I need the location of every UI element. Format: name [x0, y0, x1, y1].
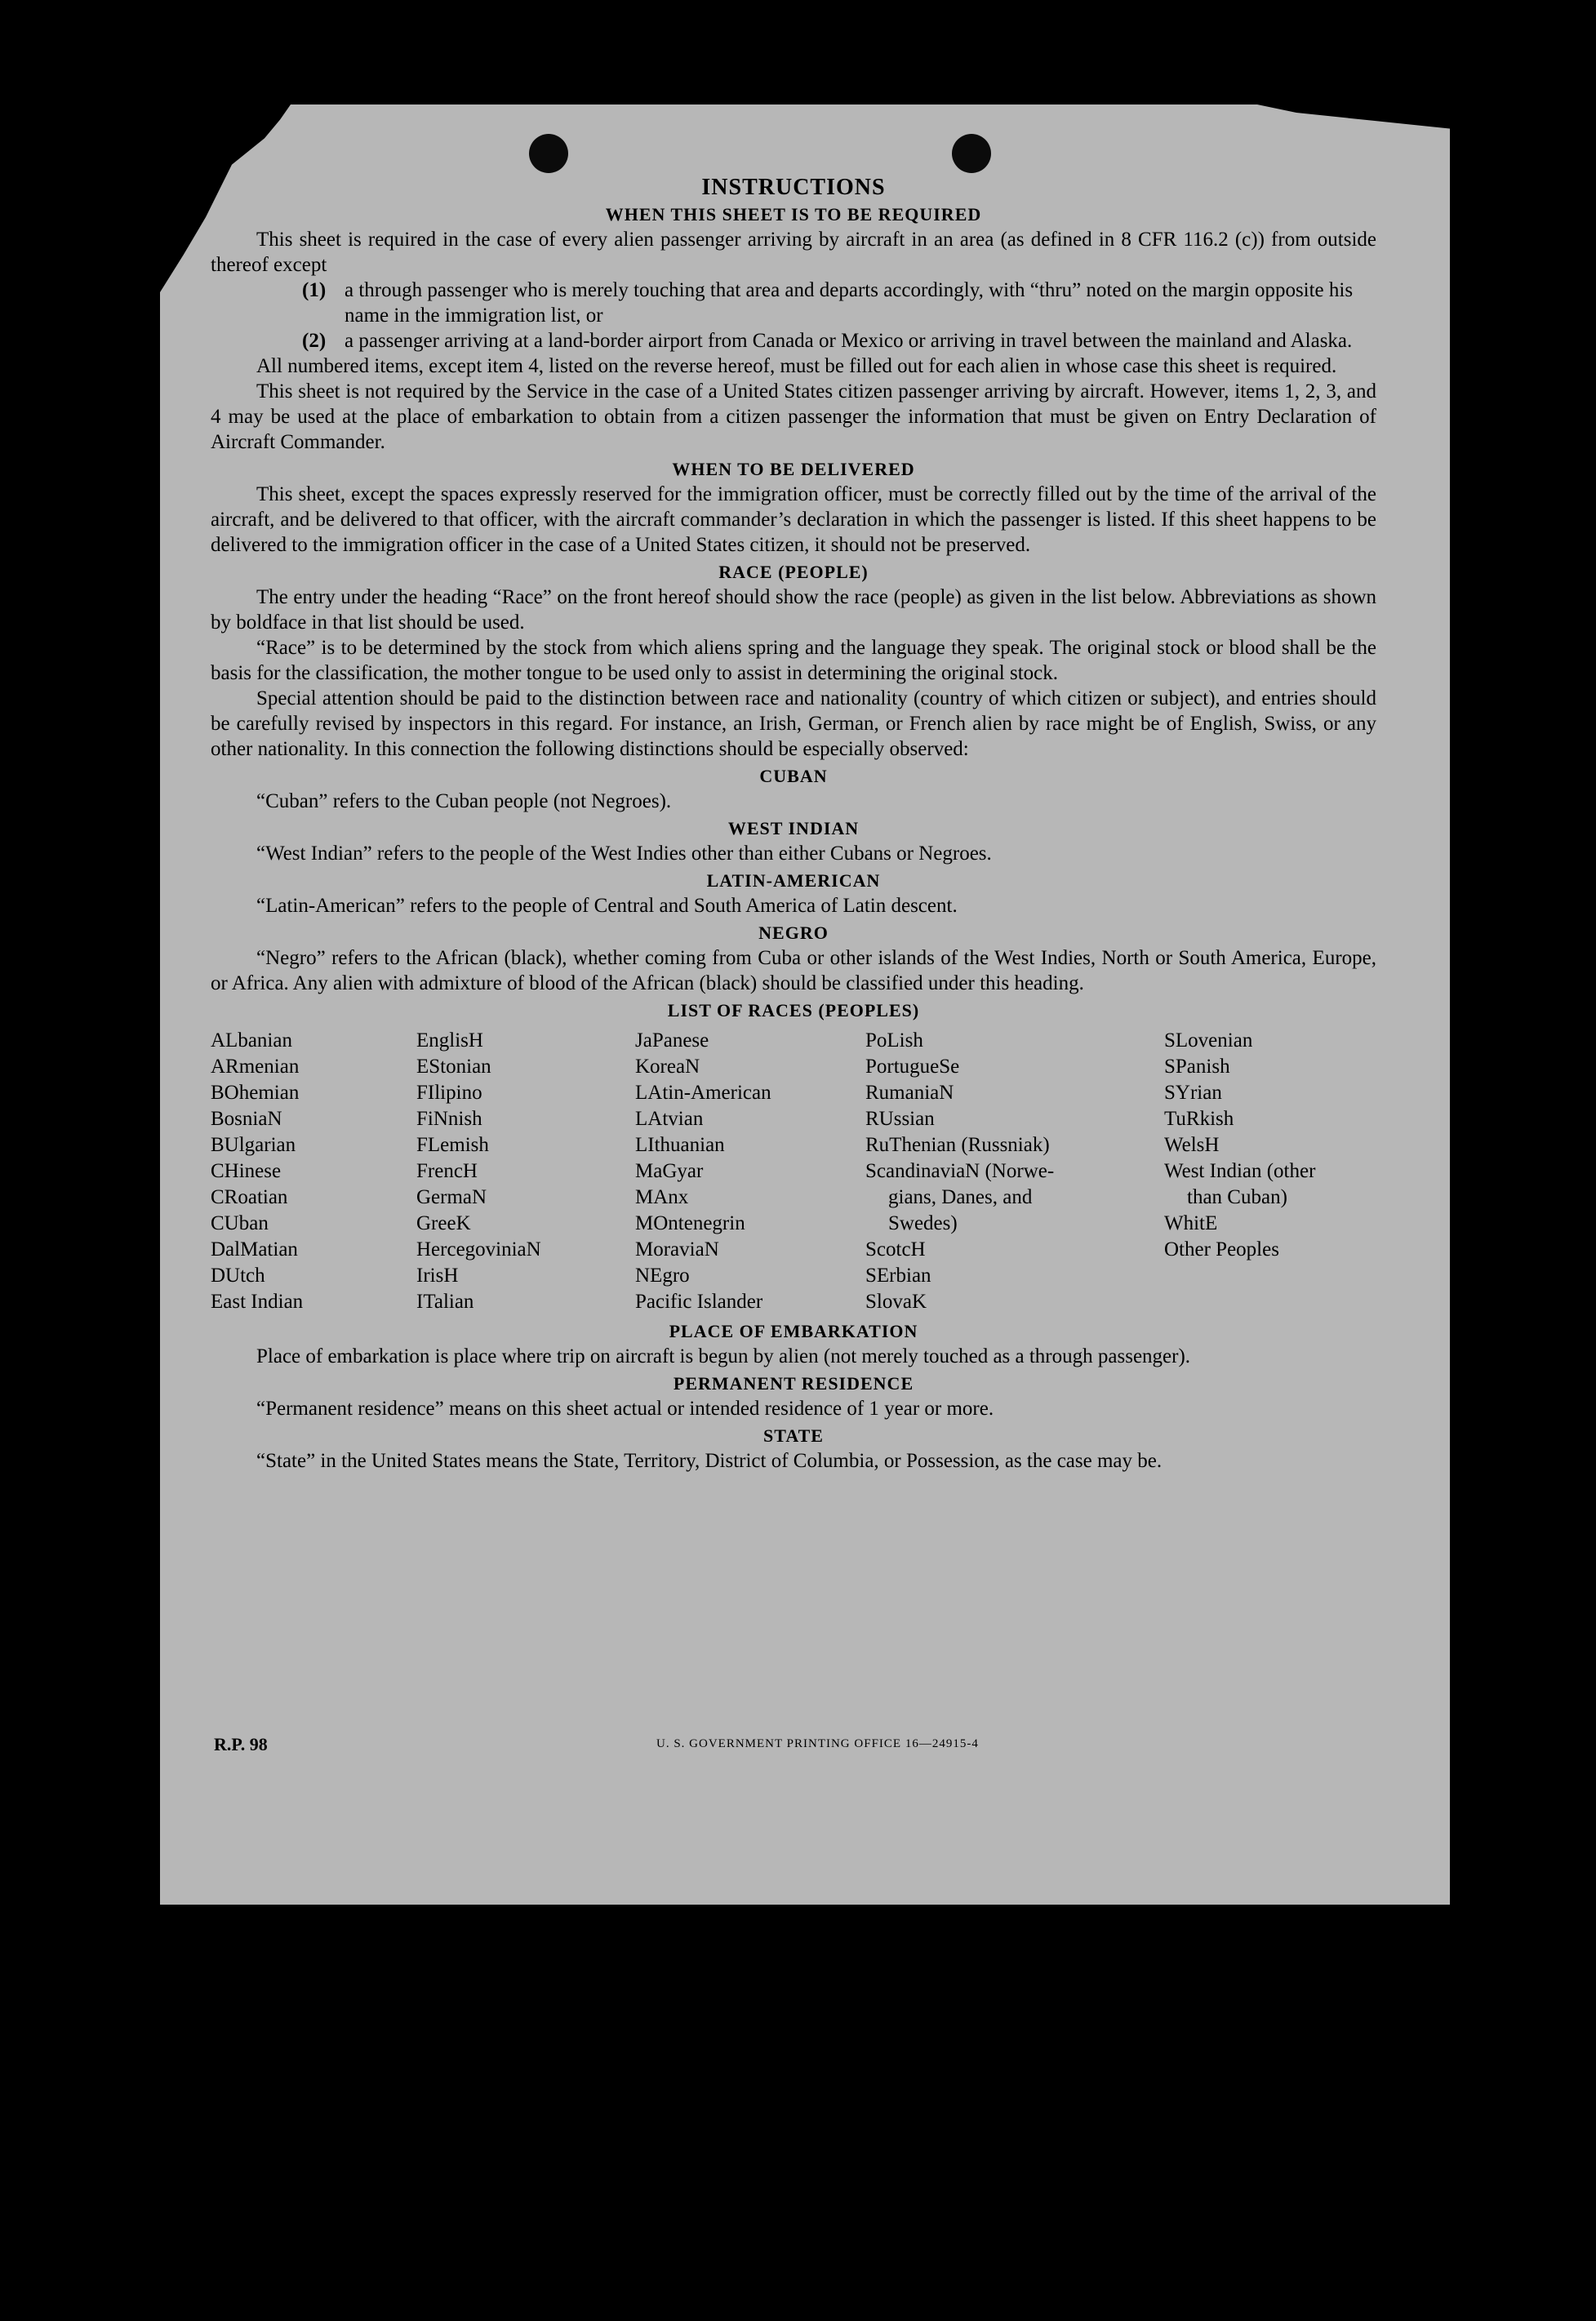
item-number: (2) [302, 330, 327, 352]
races-column-4 [865, 1028, 1164, 1315]
race-paragraph-3: Special attention should be paid to the distinction between race and nationality (country of which citizen or subject), and entries should be carefully revised by inspectors in this regard. For instance, an Irish, German, or French alien by race might be of English, Swiss, or any other nationality. In this connection the following distinctions should be especially observed: [211, 687, 1376, 760]
race-entry: EnglisH [416, 1029, 483, 1052]
race-entry: LAtin-American [635, 1082, 771, 1104]
race-entry: TuRkish [1164, 1108, 1234, 1130]
race-entry: Pacific Islander [635, 1291, 763, 1313]
instructions-content [211, 175, 1376, 1474]
race-entry: KoreaN [635, 1056, 700, 1078]
exception-item [211, 328, 1376, 353]
punch-hole-right [952, 134, 991, 173]
race-entry: FIlipino [416, 1082, 482, 1104]
race-entry: BosniaN [211, 1108, 282, 1130]
heading-state: STATE [763, 1425, 824, 1446]
delivered-paragraph: This sheet, except the spaces expressly reserved for the immigration officer, must be correctly filled out by the time of the arrival of the aircraft, and be delivered to that officer, with the aircraft commander’s declaration in which the passenger is listed. If this sheet happens to be delivered to the immigration officer in the case of a United States citizen, it should not be preserved. [211, 483, 1376, 556]
item-text: a passenger arriving at a land-border airport from Canada or Mexico or arriving in travel between the mainland and Alaska. [345, 330, 1353, 352]
form-number: R.P. 98 [214, 1734, 268, 1754]
race-entry: LIthuanian [635, 1134, 725, 1156]
race-paragraph-1: The entry under the heading “Race” on the front hereof should show the race (people) as given in the list below. Abbreviations as shown by boldface in that list should be used. [211, 586, 1376, 634]
race-entry: CUban [211, 1212, 269, 1234]
heading-cuban: CUBAN [759, 766, 828, 786]
race-entry: ITalian [416, 1291, 474, 1313]
page-title: INSTRUCTIONS [701, 175, 886, 200]
required-intro: This sheet is required in the case of every alien passenger arriving by aircraft in an area (as defined in 8 CFR 116.2 (c)) from outside thereof except [211, 229, 1376, 276]
definition-west-indian: “West Indian” refers to the people of the West Indies other than either Cubans or Negroes. [256, 843, 992, 865]
race-entry: GermaN [416, 1186, 487, 1208]
heading-residence: PERMANENT RESIDENCE [673, 1373, 914, 1394]
race-entry: RUssian [865, 1108, 935, 1130]
race-entry: SLovenian [1164, 1029, 1253, 1052]
race-entry: gians, Danes, and [888, 1186, 1033, 1208]
races-column-1 [211, 1028, 416, 1315]
race-entry: BUlgarian [211, 1134, 296, 1156]
races-column-2 [416, 1028, 635, 1315]
race-entry: RuThenian (Russniak) [865, 1134, 1050, 1156]
heading-west-indian: WEST INDIAN [727, 818, 860, 838]
race-entry: DUtch [211, 1265, 265, 1287]
race-entry: Swedes) [888, 1212, 958, 1234]
definition-latin-american: “Latin-American” refers to the people of Central and South America of Latin descent. [256, 895, 958, 917]
race-entry: ARmenian [211, 1056, 300, 1078]
race-entry: MoraviaN [635, 1238, 719, 1261]
printer-line: U. S. GOVERNMENT PRINTING OFFICE 16—24915-4 [656, 1737, 979, 1750]
race-entry: Other Peoples [1164, 1238, 1279, 1261]
heading-latin-american: LATIN-AMERICAN [706, 870, 881, 891]
heading-delivered: WHEN TO BE DELIVERED [672, 459, 915, 479]
race-entry: PortugueSe [865, 1056, 960, 1078]
residence-paragraph: “Permanent residence” means on this sheet actual or intended residence of 1 year or more. [256, 1398, 994, 1420]
race-entry: CRoatian [211, 1186, 288, 1208]
race-entry: MAnx [635, 1186, 689, 1208]
race-entry: FrencH [416, 1160, 478, 1182]
race-entry: FLemish [416, 1134, 489, 1156]
race-entry: BOhemian [211, 1082, 300, 1104]
heading-race: RACE (PEOPLE) [718, 562, 869, 582]
race-entry: West Indian (other [1164, 1160, 1316, 1182]
race-entry: DalMatian [211, 1238, 298, 1261]
race-entry: FiNnish [416, 1108, 482, 1130]
race-entry: WhitE [1164, 1212, 1218, 1234]
race-entry: MaGyar [635, 1160, 704, 1182]
heading-negro: NEGRO [758, 923, 829, 943]
heading-races-list: LIST OF RACES (PEOPLES) [667, 1000, 920, 1020]
race-entry: SPanish [1164, 1056, 1230, 1078]
race-entry: JaPanese [635, 1029, 709, 1052]
race-entry: LAtvian [635, 1108, 704, 1130]
race-entry: IrisH [416, 1265, 459, 1287]
required-paragraph-2: All numbered items, except item 4, listed on the reverse hereof, must be filled out for each alien in whose case this sheet is required. [256, 355, 1337, 377]
race-entry: RumaniaN [865, 1082, 954, 1104]
exception-item [211, 278, 1376, 328]
race-entry: SlovaK [865, 1291, 927, 1313]
required-paragraph-3: This sheet is not required by the Service in the case of a United States citizen passenger arriving by aircraft. However, items 1, 2, 3, and 4 may be used at the place of embarkation to obtain from a citizen passenger the information that must be given on Entry Declaration of Aircraft Commander. [211, 380, 1376, 453]
race-entry: NEgro [635, 1265, 690, 1287]
embarkation-paragraph: Place of embarkation is place where trip on aircraft is begun by alien (not merely touched as a through passenger). [256, 1345, 1191, 1367]
race-entry: EStonian [416, 1056, 491, 1078]
race-entry: ScandinaviaN (Norwe- [865, 1160, 1055, 1182]
definition-negro: “Negro” refers to the African (black), whether coming from Cuba or other islands of the West Indies, North or South America, Europe, or Africa. Any alien with admixture of blood of the African (black) should be classified under this heading. [211, 947, 1376, 994]
race-entry: MOntenegrin [635, 1212, 745, 1234]
race-entry: PoLish [865, 1029, 923, 1052]
races-list [211, 1028, 1376, 1315]
heading-embarkation: PLACE OF EMBARKATION [669, 1321, 918, 1341]
race-entry: SYrian [1164, 1082, 1222, 1104]
race-entry: than Cuban) [1187, 1186, 1287, 1208]
race-entry: ALbanian [211, 1029, 292, 1052]
races-column-5 [1164, 1028, 1376, 1315]
race-entry: CHinese [211, 1160, 282, 1182]
race-entry: WelsH [1164, 1134, 1220, 1156]
race-entry: HercegoviniaN [416, 1238, 541, 1261]
race-paragraph-2: “Race” is to be determined by the stock from which aliens spring and the language they speak. The original stock or blood shall be the basis for the classification, the mother tongue to be used only to assist in determining the original stock. [211, 637, 1376, 684]
item-text: a through passenger who is merely touching that area and departs accordingly, with “thru” noted on the margin opposite his name in the immigration list, or [345, 279, 1354, 327]
race-entry: GreeK [416, 1212, 471, 1234]
race-entry: ScotcH [865, 1238, 926, 1261]
race-entry: SErbian [865, 1265, 931, 1287]
punch-hole-left [529, 134, 568, 173]
heading-required: WHEN THIS SHEET IS TO BE REQUIRED [605, 204, 982, 225]
item-number: (1) [302, 279, 327, 301]
race-entry: East Indian [211, 1291, 304, 1313]
definition-cuban: “Cuban” refers to the Cuban people (not Negroes). [256, 790, 672, 812]
races-column-3 [635, 1028, 865, 1315]
state-paragraph: “State” in the United States means the State, Territory, District of Columbia, or Possession, as the case may be. [256, 1450, 1163, 1472]
